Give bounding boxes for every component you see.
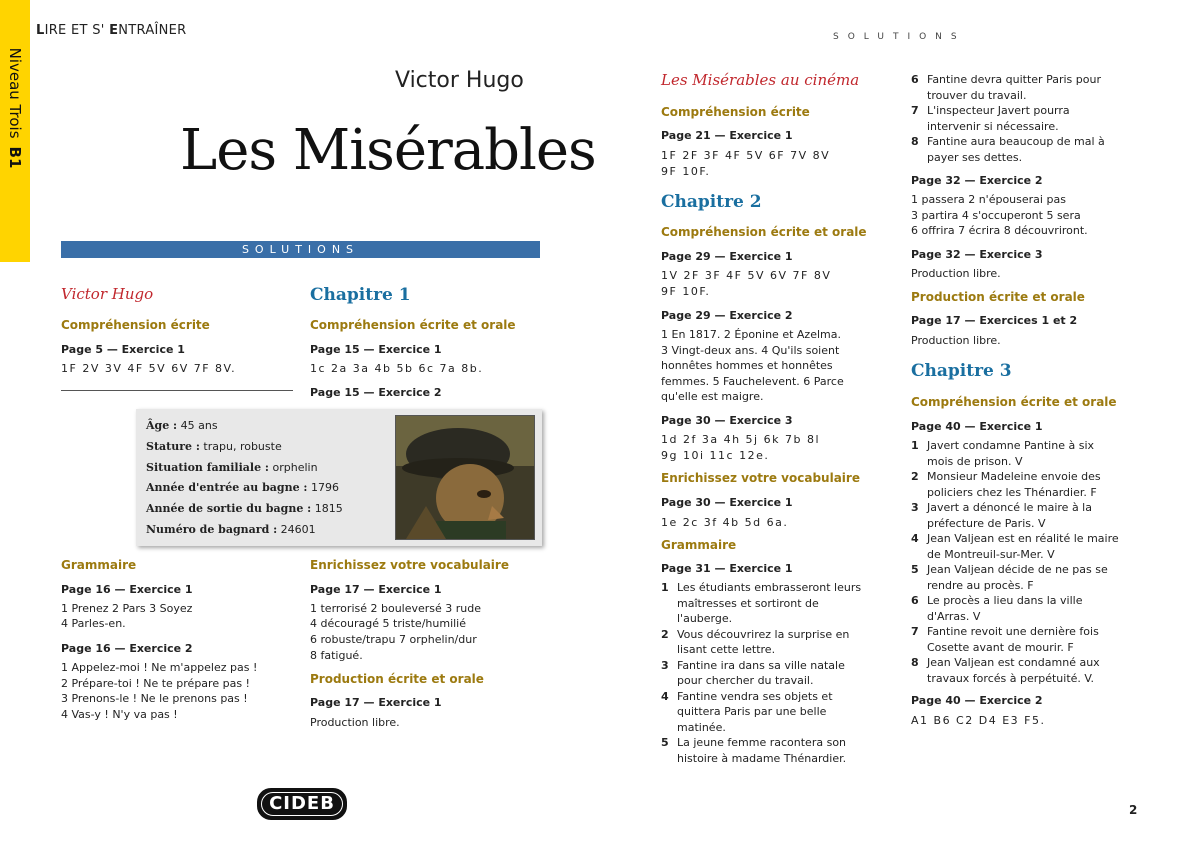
solutions-running-head: SOLUTIONS xyxy=(833,32,966,42)
chapter-3-heading: Chapitre 3 xyxy=(911,361,1012,381)
list-item xyxy=(911,72,1151,103)
answer-line: 1 En 1817. 2 Éponine et Azelma. xyxy=(661,328,841,341)
item-text: Vous découvrirez la surprise en lisant cette lettre. xyxy=(677,627,850,656)
chapter-1-heading: Chapitre 1 xyxy=(310,285,411,305)
item-number: 1 xyxy=(661,581,669,594)
item-number: 1 xyxy=(911,439,919,452)
subheading: Compréhension écrite et orale xyxy=(661,225,867,239)
exercise-ref: Page 30 — Exercice 3 xyxy=(661,414,793,427)
list-item xyxy=(911,438,1151,469)
subheading: Compréhension écrite xyxy=(661,105,810,119)
answer-line: 1 passera 2 n'épouserai pas xyxy=(911,193,1066,206)
exercise-ref: Page 29 — Exercice 2 xyxy=(661,309,793,322)
answer-line: honnêtes hommes et honnêtes xyxy=(661,359,833,372)
subheading: Compréhension écrite xyxy=(61,318,210,332)
item-number: 6 xyxy=(911,73,919,86)
item-text: Fantine aura beaucoup de mal à payer ses dettes. xyxy=(927,135,1105,164)
page-number: 2 xyxy=(1129,803,1138,817)
list-item xyxy=(661,580,891,627)
answers: A1 B6 C2 D4 E3 F5. xyxy=(911,714,1046,727)
item-number: 3 xyxy=(911,501,919,514)
list-item xyxy=(911,103,1151,134)
answer-line: 3 partira 4 s'occuperont 5 sera xyxy=(911,209,1081,222)
exercise-ref: Page 16 — Exercice 1 xyxy=(61,583,193,596)
solutions-banner: SOLUTIONS xyxy=(61,241,540,258)
character-card-text: Âge : 45 ans Stature : trapu, robuste Situation familiale : orphelin Année d'entrée au bagne : 1796 Année de sortie du bagne : 1815 Numéro de bagnard : 24601 xyxy=(146,419,343,536)
exercise-ref: Page 15 — Exercice 2 xyxy=(310,386,442,399)
answers: 1V 2F 3F 4F 5V 6V 7F 8V xyxy=(661,269,832,282)
answer-line: 8 fatigué. xyxy=(310,649,363,662)
item-number: 7 xyxy=(911,625,919,638)
item-text: Fantine devra quitter Paris pour trouver du travail. xyxy=(927,73,1101,102)
chapter-2-heading: Chapitre 2 xyxy=(661,192,762,212)
exercise-ref: Page 30 — Exercice 1 xyxy=(661,496,793,509)
subheading: Grammaire xyxy=(661,538,737,552)
answer-line: 4 Parles-en. xyxy=(61,617,126,630)
item-text: Jean Valjean est condamné aux travaux forcés à perpétuité. V. xyxy=(927,656,1100,685)
item-number: 4 xyxy=(661,689,669,703)
answer-line: Production libre. xyxy=(310,716,400,729)
answers: 1F 2V 3V 4F 5V 6V 7F 8V. xyxy=(61,362,237,375)
section-heading-cinema: Les Misérables au cinéma xyxy=(661,71,860,89)
item-text: Le procès a lieu dans la ville d'Arras. V xyxy=(927,594,1083,623)
item-text: L'inspecteur Javert pourra intervenir si nécessaire. xyxy=(927,104,1070,133)
list-item xyxy=(911,469,1151,500)
answers: 1F 2F 3F 4F 5V 6F 7V 8V xyxy=(661,149,831,162)
exercise-ref: Page 17 — Exercice 1 xyxy=(310,696,442,709)
answer-line: femmes. 5 Fauchelevent. 6 Parce xyxy=(661,375,844,388)
answers: 9F 10F. xyxy=(661,285,711,298)
answer-line: 2 Prépare-toi ! Ne te prépare pas ! xyxy=(61,677,250,690)
numbered-answer-list xyxy=(661,580,891,766)
exercise-ref: Page 32 — Exercice 2 xyxy=(911,174,1043,187)
numbered-answer-list xyxy=(911,438,1151,686)
subheading: Compréhension écrite et orale xyxy=(310,318,516,332)
answer-line: 3 Prenons-le ! Ne le prenons pas ! xyxy=(61,692,248,705)
exercise-ref: Page 17 — Exercice 1 xyxy=(310,583,442,596)
item-number: 3 xyxy=(661,658,669,672)
item-number: 2 xyxy=(661,627,669,641)
item-number: 2 xyxy=(911,470,919,483)
list-item xyxy=(661,689,891,736)
answer-line: Production libre. xyxy=(911,334,1001,347)
answer-line: 1 Appelez-moi ! Ne m'appelez pas ! xyxy=(61,661,258,674)
author-name: Victor Hugo xyxy=(395,68,524,93)
answers: 1c 2a 3a 4b 5b 6c 7a 8b. xyxy=(310,362,484,375)
answers: 1e 2c 3f 4b 5d 6a. xyxy=(661,516,789,529)
item-number: 5 xyxy=(661,736,669,749)
exercise-ref: Page 31 — Exercice 1 xyxy=(661,562,793,575)
subheading: Production écrite et orale xyxy=(310,672,484,686)
answers: 1d 2f 3a 4h 5j 6k 7b 8l xyxy=(661,433,820,446)
answer-line: qu'elle est maigre. xyxy=(661,390,764,403)
item-text: Jean Valjean est en réalité le maire de Montreuil-sur-Mer. V xyxy=(927,532,1119,561)
subheading: Compréhension écrite et orale xyxy=(911,395,1117,409)
exercise-ref: Page 32 — Exercice 3 xyxy=(911,248,1043,261)
item-text: Jean Valjean décide de ne pas se rendre au procès. F xyxy=(927,563,1108,592)
item-number: 4 xyxy=(911,532,919,545)
item-number: 8 xyxy=(911,656,919,669)
item-number: 8 xyxy=(911,135,919,148)
item-text: Les étudiants embrasseront leurs maîtresses et sortiront de l'auberge. xyxy=(677,581,862,625)
item-text: Fantine vendra ses objets et quittera Paris par une belle matinée. xyxy=(677,689,833,734)
exercise-ref: Page 29 — Exercice 1 xyxy=(661,250,793,263)
divider xyxy=(61,390,293,391)
item-text: La jeune femme racontera son histoire à madame Thénardier. xyxy=(677,736,847,765)
list-item xyxy=(911,593,1151,624)
item-number: 7 xyxy=(911,104,919,117)
subheading: Production écrite et orale xyxy=(911,290,1085,304)
item-text: Monsieur Madeleine envoie des policiers chez les Thénardier. F xyxy=(927,470,1101,499)
exercise-ref: Page 5 — Exercice 1 xyxy=(61,343,185,356)
answer-line: 1 terrorisé 2 bouleversé 3 rude xyxy=(310,602,482,615)
list-item xyxy=(911,624,1151,655)
item-text: Javert a dénoncé le maire à la préfecture de Paris. V xyxy=(927,501,1092,530)
answer-line: 6 offrira 7 écrira 8 découvriront. xyxy=(911,224,1088,237)
item-number: 6 xyxy=(911,594,919,607)
section-heading-victor-hugo: Victor Hugo xyxy=(61,285,154,303)
exercise-ref: Page 15 — Exercice 1 xyxy=(310,343,442,356)
exercise-ref: Page 40 — Exercice 2 xyxy=(911,694,1043,707)
numbered-answer-list xyxy=(911,72,1151,165)
portrait-illustration xyxy=(395,415,535,540)
level-sidebar-label: Niveau TroisB1 xyxy=(6,47,24,169)
subheading: Grammaire xyxy=(61,558,137,572)
answer-line: Production libre. xyxy=(911,267,1001,280)
list-item xyxy=(911,500,1151,531)
list-item xyxy=(911,134,1151,165)
list-item xyxy=(911,655,1151,686)
answer-line: 6 robuste/trapu 7 orphelin/dur xyxy=(310,633,477,646)
subheading: Enrichissez votre vocabulaire xyxy=(661,471,860,485)
item-text: Fantine ira dans sa ville natale pour chercher du travail. xyxy=(677,658,845,687)
book-title: Les Misérables xyxy=(180,118,596,183)
item-text: Fantine revoit une dernière fois Cosette avant de mourir. F xyxy=(927,625,1099,654)
subheading: Enrichissez votre vocabulaire xyxy=(310,558,509,572)
answers: 9g 10i 11c 12e. xyxy=(661,449,770,462)
answer-line: 1 Prenez 2 Pars 3 Soyez xyxy=(61,602,193,615)
exercise-ref: Page 16 — Exercice 2 xyxy=(61,642,193,655)
list-item xyxy=(661,735,891,766)
publisher-logo: CIDEB xyxy=(257,788,347,820)
answers: 9F 10F. xyxy=(661,165,711,178)
exercise-ref: Page 21 — Exercice 1 xyxy=(661,129,793,142)
list-item xyxy=(911,531,1151,562)
exercise-ref: Page 17 — Exercices 1 et 2 xyxy=(911,314,1078,327)
list-item xyxy=(661,627,891,658)
answer-line: 4 Vas-y ! N'y va pas ! xyxy=(61,708,178,721)
answer-line: 4 découragé 5 triste/humilié xyxy=(310,617,467,630)
list-item xyxy=(661,658,891,689)
answer-line: 3 Vingt-deux ans. 4 Qu'ils soient xyxy=(661,344,840,357)
item-text: Javert condamne Pantine à six mois de prison. V xyxy=(927,439,1095,468)
series-title: LIRE ET S' ENTRAÎNER xyxy=(36,23,187,38)
item-number: 5 xyxy=(911,563,919,576)
list-item xyxy=(911,562,1151,593)
exercise-ref: Page 40 — Exercice 1 xyxy=(911,420,1043,433)
